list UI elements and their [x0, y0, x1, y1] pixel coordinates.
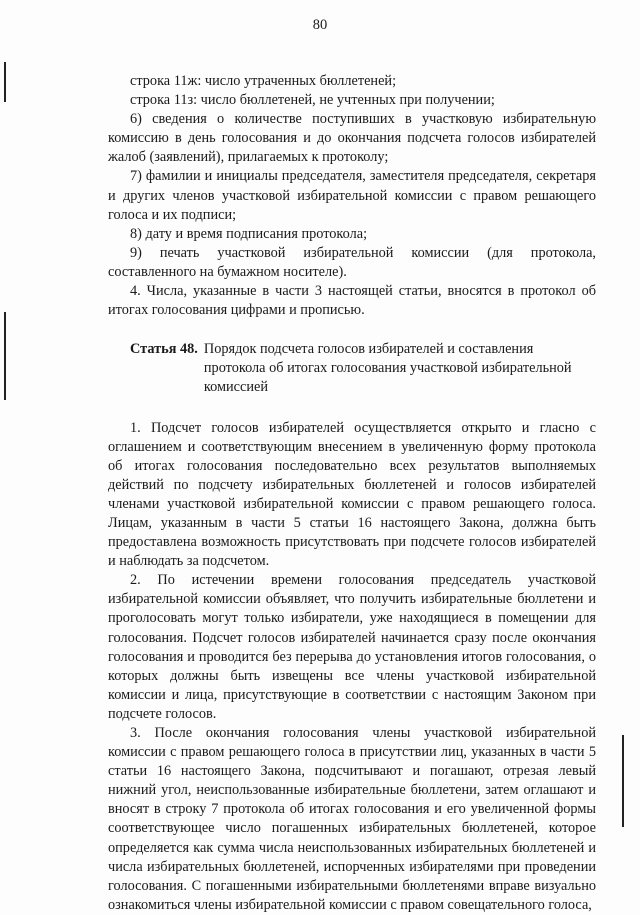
paragraph: 1. Подсчет голосов избирателей осуществляется открыто и гласно с оглашением и соответствующим внесением в увеличенную форму протокола об итогах голосования последовательно всех результатов выполняемых действий по подсчету избирательных бюллетеней и голосов избирателей членами участковой избирательной комиссии с правом решающего голоса. Лицам, указанным в части 5 статьи 16 настоящего Закона, должна быть предоставлена возможность присутствовать при подсчете голосов избирателей и наблюдать за подсчетом. [108, 419, 596, 570]
list-item: 8) дату и время подписания протокола; [130, 225, 368, 242]
list-item: строка 11ж: число утраченных бюллетеней; [130, 73, 397, 89]
list-item: 9) печать участковой избирательной комиссии (для протокола, составленного на бумажном носителе). [108, 244, 596, 280]
page-number: 80 [312, 17, 328, 33]
paragraph: 3. После окончания голосования члены участковой избирательной комиссии с правом решающего голоса в присутствии лиц, указанных в части 5 статьи 16 настоящего Закона, подсчитывают и погашают, отрезая левый нижний угол, неиспользованные избирательные бюллетени, затем оглашают и вносят в строку 7 протокола об итогах голосования и его увеличенной формы соответствующее число погашенных избирательных бюллетеней, которое определяется как сумма числа неиспользованных избирательных бюллетеней и числа избирательных бюллетеней, испорченных избирателями при проведении голосования. С погашенными избирательными бюллетенями вправе визуально ознакомиться члены избирательной комиссии с правом совещательного голоса, [108, 725, 596, 913]
document-body [108, 72, 596, 915]
scan-edge-line-left-top [4, 62, 6, 102]
list-item: строка 11з: число бюллетеней, не учтенных при получении; [130, 92, 495, 109]
scan-edge-line-left-middle [4, 312, 6, 400]
article-label: Статья 48. [130, 341, 198, 358]
list-item: 6) сведения о количестве поступивших в участковую избирательную комиссию в день голосования и до окончания подсчета голосов избирателей жалоб (заявлений), прилагаемых к протоколу; [108, 111, 596, 166]
paragraph: 2. По истечении времени голосования председатель участковой избирательной комиссии объявляет, что получить избирательные бюллетени и проголосовать могут только избиратели, уже находящиеся в помещении для голосования. Подсчет голосов избирателей начинается сразу после окончания голосования и проводится без перерыва до установления итогов голосования, о которых должны быть извещены все члены участковой избирательной комиссии и лица, присутствующие в соответствии с настоящим Законом при подсчете голосов. [108, 572, 596, 722]
list-item: 7) фамилии и инициалы председателя, заместителя председателя, секретаря и других членов участковой избирательной комиссии с правом решающего голоса и их подписи; [108, 168, 596, 223]
list-item: 4. Числа, указанные в части 3 настоящей статьи, вносятся в протокол об итогах голосования цифрами и прописью. [108, 283, 596, 319]
article-title: Порядок подсчета голосов избирателей и составления протокола об итогах голосования участковой избирательной комиссией [203, 341, 572, 396]
article-heading [108, 340, 596, 397]
scan-edge-line-right [622, 735, 624, 827]
